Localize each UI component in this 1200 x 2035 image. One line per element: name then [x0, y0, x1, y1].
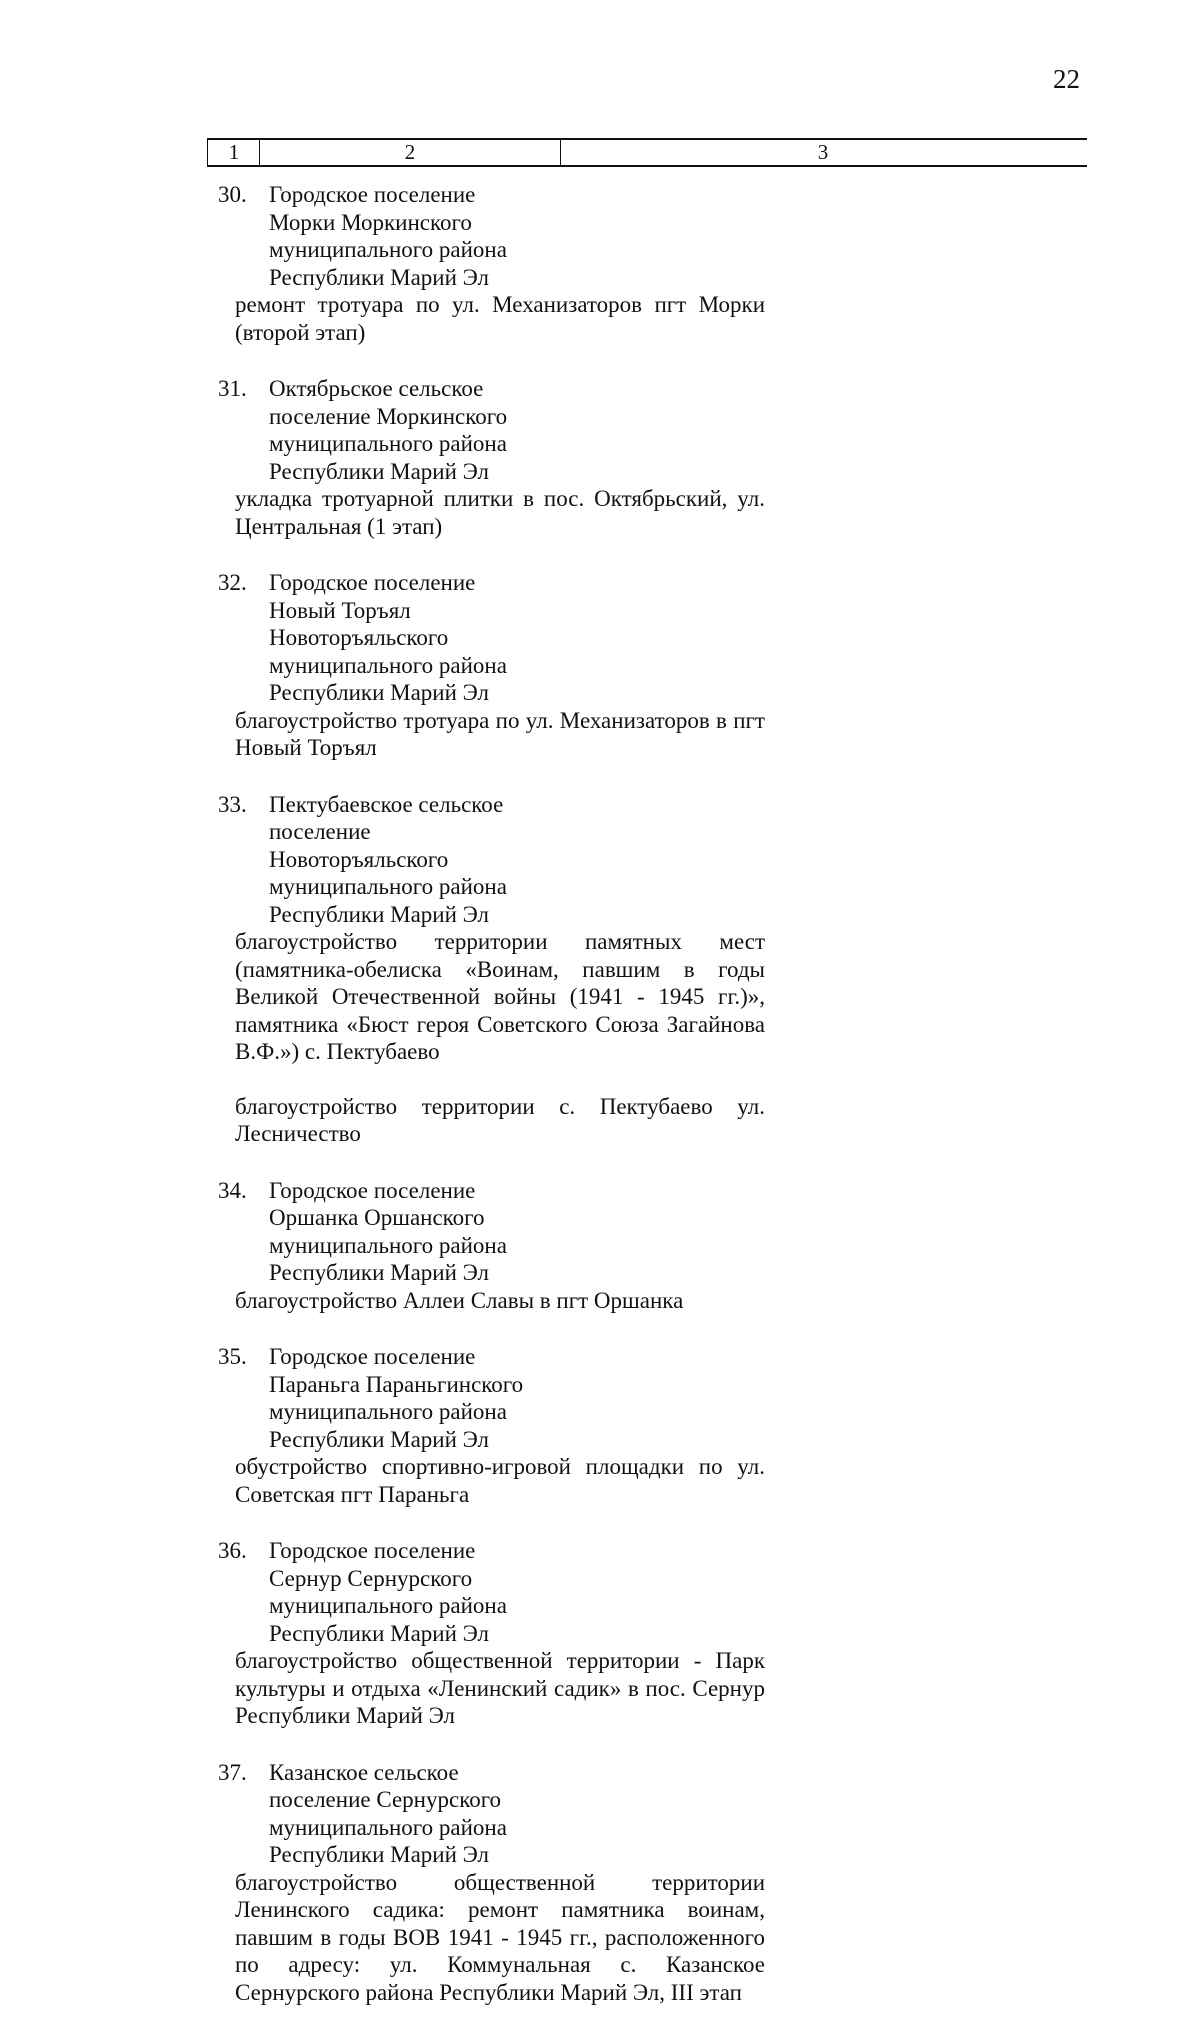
municipality-name: Городское поселение Новый Торъял Новоторъяльского муниципального района Республики Марий Эл [269, 570, 507, 705]
page-number: 22 [1053, 64, 1080, 94]
municipality-name: Казанское сельское поселение Сернурского муниципального района Республики Марий Эл [269, 1759, 507, 1867]
work-item: обустройство спортивно-игровой площадки по ул. Советская пгт Параньга [235, 1454, 765, 1507]
work-item: благоустройство общественной территории - Парк культуры и отдыха «Ленинский садик» в пос. Сернур Республики Марий Эл [235, 1648, 765, 1728]
works-cell [235, 1453, 765, 1508]
municipality-name: Городское поселение Морки Моркинского муниципального района Республики Марий Эл [269, 182, 507, 290]
header-cell-1: 1 [207, 140, 260, 165]
works-cell [235, 1287, 765, 1315]
table-header [207, 138, 1087, 167]
table-row [207, 791, 1087, 1148]
row-number: 36. [218, 1538, 247, 1563]
table-row [207, 1759, 1087, 2007]
row-number: 31. [218, 376, 247, 401]
works-cell [235, 707, 765, 762]
row-number: 32. [218, 570, 247, 595]
work-item: благоустройство территории памятных мест (памятника-обелиска «Воинам, павшим в годы Великой Отечественной войны (1941 - 1945 гг.)», памятника «Бюст героя Советского Союза Загайнова В.Ф.») с. Пектубаево [235, 929, 765, 1064]
work-item: благоустройство территории с. Пектубаево ул. Лесничество [235, 1093, 765, 1146]
works-cell [235, 1647, 765, 1730]
table-body [207, 181, 1087, 2035]
row-number: 33. [218, 791, 247, 817]
row-number: 35. [218, 1344, 247, 1369]
works-cell [235, 485, 765, 540]
table-row [207, 1537, 1087, 1730]
header-cell-2: 2 [259, 140, 561, 165]
municipality-name: Городское поселение Параньга Параньгинского муниципального района Республики Марий Эл [269, 1344, 524, 1452]
works-cell [235, 1869, 765, 2007]
header-cell-3: 3 [817, 140, 829, 164]
row-number: 30. [218, 182, 247, 207]
row-number: 34. [218, 1177, 247, 1203]
work-item: ремонт тротуара по ул. Механизаторов пгт Морки (второй этап) [235, 292, 765, 345]
table-row [207, 181, 1087, 346]
municipality-name: Городское поселение Сернур Сернурского муниципального района Республики Марий Эл [269, 1538, 507, 1646]
municipality-name: Пектубаевское сельское поселение Новоторъяльского муниципального района Республики Марий Эл [269, 791, 507, 927]
work-item: благоустройство общественной территории Ленинского садика: ремонт памятника воинам, павшим в годы ВОВ 1941 - 1945 гг., расположенного по адресу: ул. Коммунальная с. Казанское Сернурского района Республики Марий Эл, III этап [235, 1869, 765, 2005]
table-row [207, 569, 1087, 762]
works-cell [235, 928, 765, 1148]
municipality-name: Городское поселение Оршанка Оршанского муниципального района Республики Марий Эл [269, 1177, 507, 1285]
row-number: 37. [218, 1759, 247, 1785]
municipality-name: Октябрьское сельское поселение Моркинского муниципального района Республики Марий Эл [269, 376, 508, 484]
works-cell [235, 291, 765, 346]
table-row [207, 1177, 1087, 1315]
work-item: благоустройство Аллеи Славы в пгт Оршанка [235, 1287, 684, 1313]
work-item: благоустройство тротуара по ул. Механизаторов в пгт Новый Торъял [235, 707, 765, 760]
table-row [207, 1343, 1087, 1508]
table-row [207, 375, 1087, 540]
work-item: укладка тротуарной плитки в пос. Октябрьский, ул. Центральная (1 этап) [235, 486, 765, 539]
